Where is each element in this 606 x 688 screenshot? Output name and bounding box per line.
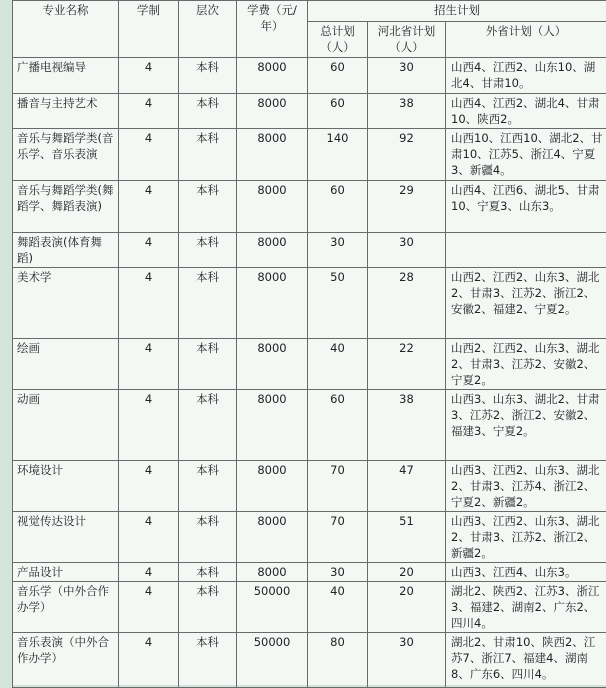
table-row [13, 129, 606, 181]
other-province-plan-cell: 山西3、山东3、湖北2、甘肃3、江苏2、浙江2、安徽2、福建3、宁夏2。 [446, 390, 606, 461]
level-cell: 本科 [179, 94, 237, 129]
hubei-plan-cell: 22 [368, 339, 446, 390]
other-province-plan-cell: 湖北2、陕西2、江苏3、浙江3、福建2、湖南2、广东2、四川4。 [446, 582, 606, 633]
fee-cell: 8000 [237, 339, 308, 390]
major-name-cell: 美术学 [13, 268, 119, 339]
major-name-cell: 音乐学（中外合作办学） [13, 582, 119, 633]
major-name-cell: 产品设计 [13, 563, 119, 582]
total-plan-cell: 60 [308, 181, 368, 233]
fee-cell: 8000 [237, 129, 308, 181]
table-row [13, 633, 606, 688]
level-cell: 本科 [179, 512, 237, 563]
fee-cell: 50000 [237, 633, 308, 688]
major-name-cell: 舞蹈表演(体育舞蹈) [13, 233, 119, 268]
total-plan-cell: 50 [308, 268, 368, 339]
fee-cell: 50000 [237, 582, 308, 633]
table-row [13, 181, 606, 233]
hubei-plan-cell: 20 [368, 582, 446, 633]
header-years: 学制 [119, 1, 179, 58]
years-cell: 4 [119, 633, 179, 688]
fee-cell: 8000 [237, 94, 308, 129]
table-row [13, 582, 606, 633]
table-row [13, 268, 606, 339]
other-province-plan-cell [446, 233, 606, 268]
page [12, 0, 606, 685]
major-name-cell: 视觉传达设计 [13, 512, 119, 563]
table-row [13, 233, 606, 268]
hubei-plan-cell: 29 [368, 181, 446, 233]
level-cell: 本科 [179, 339, 237, 390]
hubei-plan-cell: 28 [368, 268, 446, 339]
other-province-plan-cell: 山西3、江西2、山东3、湖北2、甘肃3、江苏4、浙江2、宁夏2、新疆2。 [446, 461, 606, 512]
level-cell: 本科 [179, 233, 237, 268]
other-province-plan-cell: 山西4、江西2、湖北4、甘肃10、陕西2。 [446, 94, 606, 129]
table-row [13, 390, 606, 461]
hubei-plan-cell: 92 [368, 129, 446, 181]
other-province-plan-cell: 山西4、江西2、山东10、湖北4、甘肃10。 [446, 58, 606, 94]
level-cell: 本科 [179, 129, 237, 181]
years-cell: 4 [119, 512, 179, 563]
hubei-plan-cell: 38 [368, 390, 446, 461]
major-name-cell: 音乐表演（中外合作办学） [13, 633, 119, 688]
years-cell: 4 [119, 390, 179, 461]
years-cell: 4 [119, 461, 179, 512]
major-name-cell: 绘画 [13, 339, 119, 390]
other-province-plan-cell: 湖北2、甘肃10、陕西2、江苏7、浙江7、福建4、湖南8、广东6、四川4。 [446, 633, 606, 688]
level-cell: 本科 [179, 181, 237, 233]
total-plan-cell: 80 [308, 633, 368, 688]
enrollment-plan-table [12, 0, 606, 688]
header-hubei: 河北省计划（人） [368, 22, 446, 58]
hubei-plan-cell: 20 [368, 563, 446, 582]
table-row [13, 461, 606, 512]
table-row [13, 563, 606, 582]
total-plan-cell: 140 [308, 129, 368, 181]
fee-cell: 8000 [237, 181, 308, 233]
fee-cell: 8000 [237, 268, 308, 339]
hubei-plan-cell: 30 [368, 233, 446, 268]
table-row [13, 512, 606, 563]
level-cell: 本科 [179, 461, 237, 512]
level-cell: 本科 [179, 390, 237, 461]
header-level: 层次 [179, 1, 237, 58]
table-row [13, 339, 606, 390]
major-name-cell: 广播电视编导 [13, 58, 119, 94]
years-cell: 4 [119, 339, 179, 390]
table-row [13, 58, 606, 94]
major-name-cell: 动画 [13, 390, 119, 461]
total-plan-cell: 30 [308, 233, 368, 268]
fee-cell: 8000 [237, 461, 308, 512]
header-plan: 招生计划 [308, 1, 606, 22]
level-cell: 本科 [179, 633, 237, 688]
major-name-cell: 音乐与舞蹈学类(舞蹈学、舞蹈表演) [13, 181, 119, 233]
years-cell: 4 [119, 268, 179, 339]
table-body [13, 58, 606, 688]
other-province-plan-cell: 山西2、江西2、山东3、湖北2、甘肃3、江苏2、安徽2、宁夏2。 [446, 339, 606, 390]
header-name: 专业名称 [13, 1, 119, 58]
table-row [13, 94, 606, 129]
total-plan-cell: 40 [308, 339, 368, 390]
header-row-1 [13, 1, 606, 22]
total-plan-cell: 30 [308, 563, 368, 582]
header-other: 外省计划（人） [446, 22, 606, 58]
other-province-plan-cell: 山西4、江西6、湖北5、甘肃10、宁夏3、山东3。 [446, 181, 606, 233]
other-province-plan-cell: 山西3、江西4、山东3。 [446, 563, 606, 582]
fee-cell: 8000 [237, 512, 308, 563]
hubei-plan-cell: 51 [368, 512, 446, 563]
major-name-cell: 播音与主持艺术 [13, 94, 119, 129]
hubei-plan-cell: 30 [368, 633, 446, 688]
fee-cell: 8000 [237, 233, 308, 268]
fee-cell: 8000 [237, 563, 308, 582]
major-name-cell: 环境设计 [13, 461, 119, 512]
header-fee: 学费（元/年） [237, 1, 308, 58]
fee-cell: 8000 [237, 58, 308, 94]
total-plan-cell: 70 [308, 461, 368, 512]
hubei-plan-cell: 47 [368, 461, 446, 512]
other-province-plan-cell: 山西3、江西2、山东3、湖北2、甘肃3、江苏2、浙江2、新疆2。 [446, 512, 606, 563]
total-plan-cell: 60 [308, 390, 368, 461]
level-cell: 本科 [179, 268, 237, 339]
other-province-plan-cell: 山西2、江西2、山东3、湖北2、甘肃3、江苏2、浙江2、安徽2、福建2、宁夏2。 [446, 268, 606, 339]
years-cell: 4 [119, 129, 179, 181]
years-cell: 4 [119, 582, 179, 633]
years-cell: 4 [119, 563, 179, 582]
years-cell: 4 [119, 58, 179, 94]
hubei-plan-cell: 38 [368, 94, 446, 129]
years-cell: 4 [119, 181, 179, 233]
years-cell: 4 [119, 94, 179, 129]
hubei-plan-cell: 30 [368, 58, 446, 94]
total-plan-cell: 40 [308, 582, 368, 633]
level-cell: 本科 [179, 58, 237, 94]
total-plan-cell: 60 [308, 94, 368, 129]
total-plan-cell: 70 [308, 512, 368, 563]
major-name-cell: 音乐与舞蹈学类(音乐学、音乐表演 [13, 129, 119, 181]
header-total: 总计划（人） [308, 22, 368, 58]
total-plan-cell: 60 [308, 58, 368, 94]
years-cell: 4 [119, 233, 179, 268]
level-cell: 本科 [179, 563, 237, 582]
level-cell: 本科 [179, 582, 237, 633]
other-province-plan-cell: 山西10、江西10、湖北2、甘肃10、江苏5、浙江4、宁夏3、新疆4。 [446, 129, 606, 181]
fee-cell: 8000 [237, 390, 308, 461]
